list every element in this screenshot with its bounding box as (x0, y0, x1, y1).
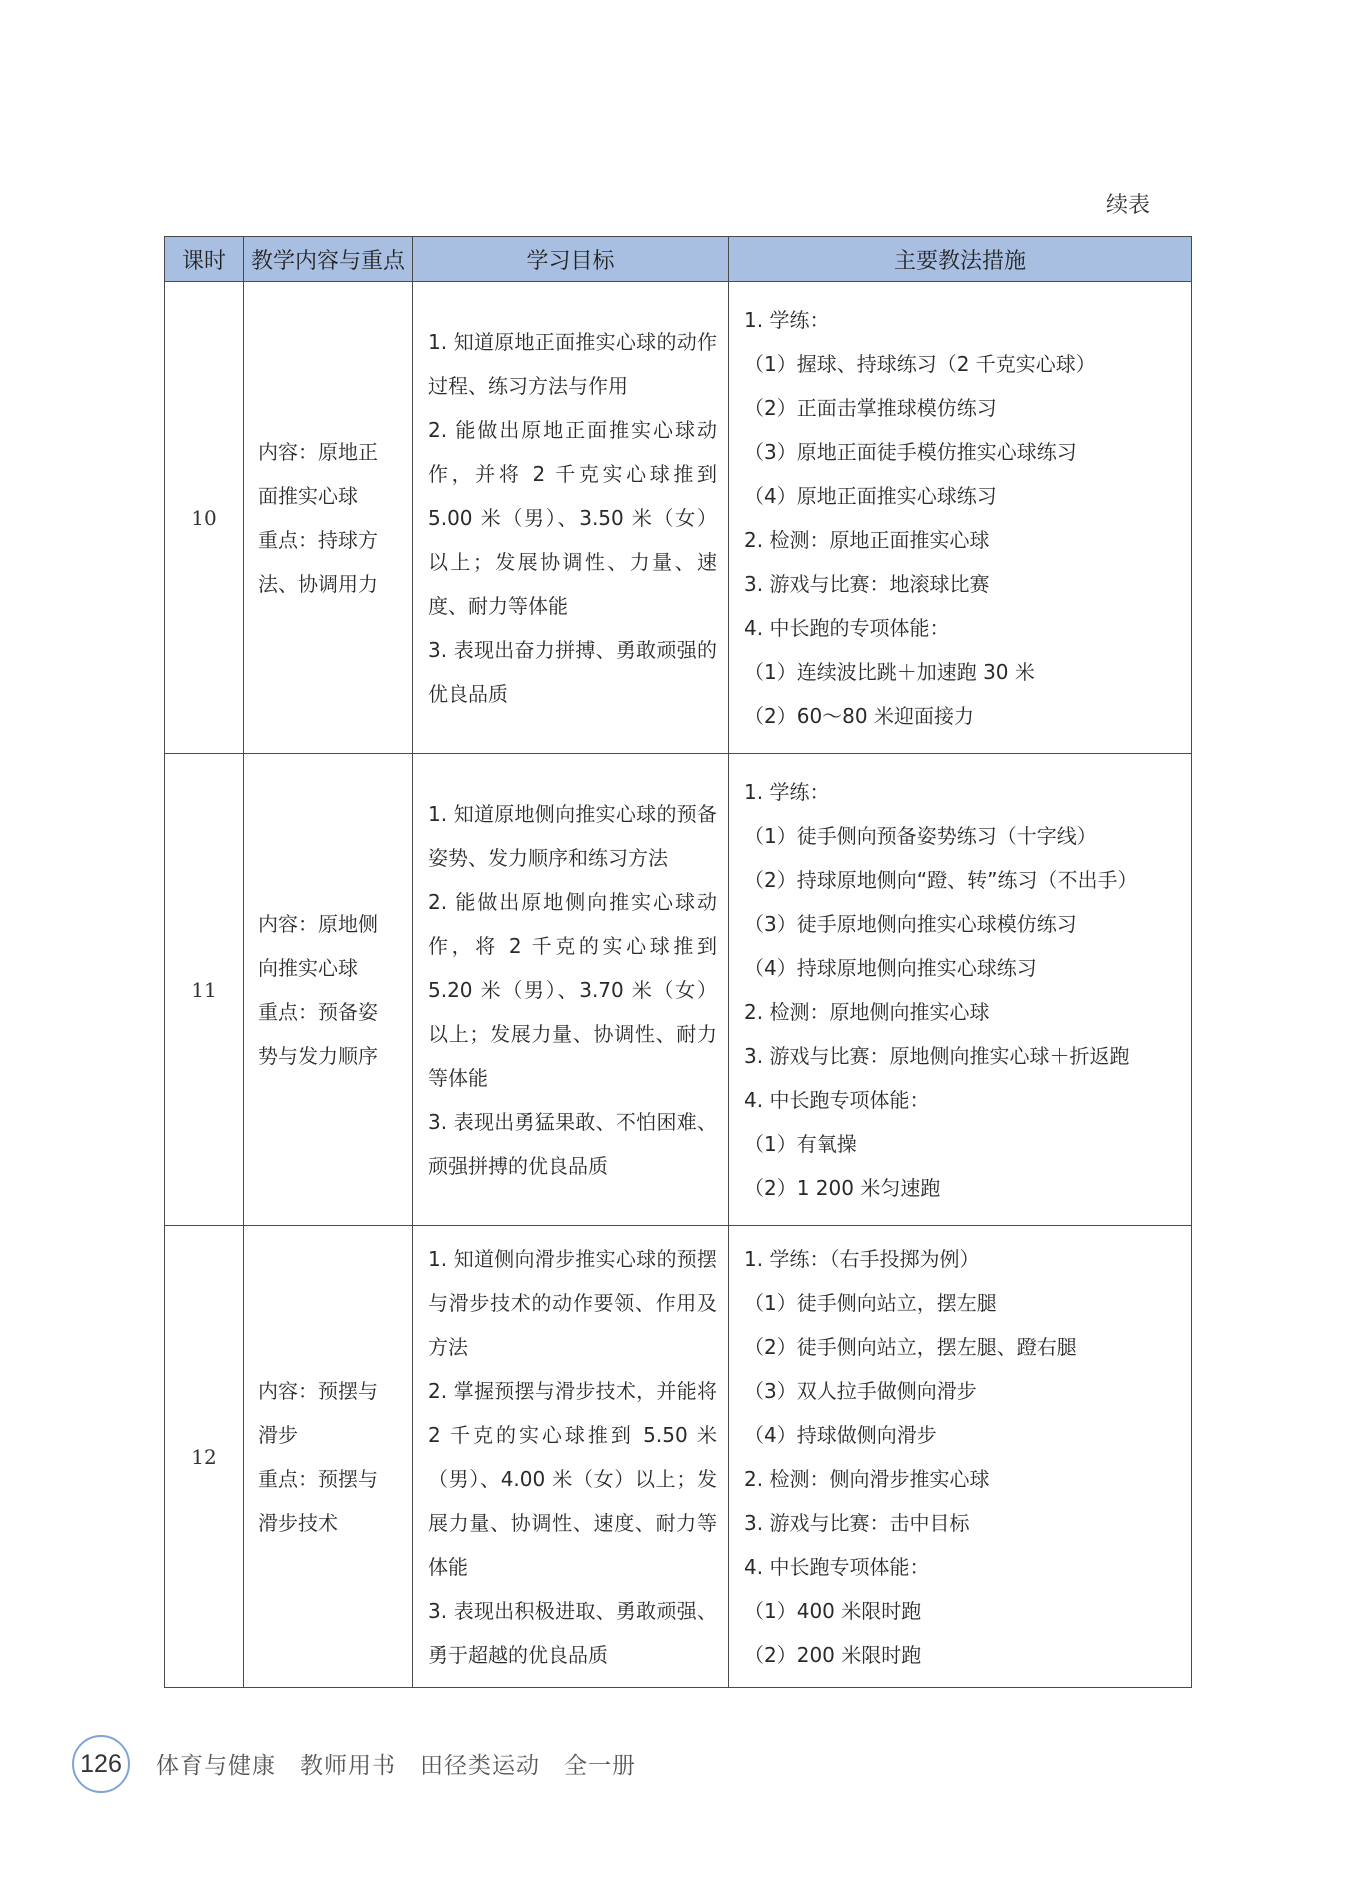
content-line: 滑步 (258, 1422, 298, 1447)
method-item: （2）持球原地侧向“蹬、转”练习（不出手） (744, 867, 1138, 892)
table-row (165, 754, 1192, 1226)
method-item: （2）1 200 米匀速跑 (744, 1175, 941, 1200)
page-number: 126 (72, 1735, 130, 1793)
book-title: 体育与健康 教师用书 田径类运动 全一册 (156, 1753, 636, 1779)
content-line: 重点：预摆与 (258, 1466, 378, 1491)
lesson-plan-table (164, 236, 1192, 1688)
header-methods: 主要教法措施 (729, 237, 1192, 282)
goal-item: 3. 表现出勇猛果敢、不怕困难、顽强拼搏的优良品质 (428, 1109, 717, 1178)
continued-label: 续表 (1106, 193, 1151, 218)
method-item: 2. 检测：原地侧向推实心球 (744, 999, 990, 1024)
method-item: （1）有氧操 (744, 1131, 857, 1156)
method-item: 2. 检测：侧向滑步推实心球 (744, 1466, 990, 1491)
content-line: 内容：原地侧 (258, 911, 378, 936)
method-item: 1. 学练：（右手投掷为例） (744, 1246, 980, 1271)
methods-cell (729, 282, 1192, 754)
method-item: 4. 中长跑专项体能： (744, 1087, 930, 1112)
goals-cell (413, 282, 729, 754)
goals-cell (413, 1226, 729, 1688)
lesson-number: 12 (165, 1226, 244, 1688)
content-line: 向推实心球 (258, 955, 358, 980)
goal-item: 1. 知道侧向滑步推实心球的预摆与滑步技术的动作要领、作用及方法 (428, 1246, 717, 1359)
method-item: 3. 游戏与比赛：地滚球比赛 (744, 571, 990, 596)
table-row (165, 1226, 1192, 1688)
method-item: 4. 中长跑专项体能： (744, 1554, 930, 1579)
lesson-number: 10 (165, 282, 244, 754)
method-item: 4. 中长跑的专项体能： (744, 615, 950, 640)
method-item: （1）连续波比跳＋加速跑 30 米 (744, 659, 1035, 684)
method-item: （4）原地正面推实心球练习 (744, 483, 997, 508)
method-item: （2）徒手侧向站立，摆左腿、蹬右腿 (744, 1334, 1077, 1359)
content-line: 滑步技术 (258, 1510, 338, 1535)
content-line: 内容：预摆与 (258, 1378, 378, 1403)
goal-item: 2. 能做出原地正面推实心球动作，并将 2 千克实心球推到 5.00 米（男）、3.50 米（女）以上；发展协调性、力量、速度、耐力等体能 (428, 417, 717, 618)
content-line: 重点：预备姿 (258, 999, 378, 1024)
methods-cell (729, 754, 1192, 1226)
content-line: 法、协调用力 (258, 571, 378, 596)
method-item: （2）200 米限时跑 (744, 1642, 922, 1667)
goal-item: 1. 知道原地侧向推实心球的预备姿势、发力顺序和练习方法 (428, 801, 717, 870)
content-cell (244, 1226, 413, 1688)
content-line: 势与发力顺序 (258, 1043, 378, 1068)
method-item: （4）持球做侧向滑步 (744, 1422, 937, 1447)
methods-cell (729, 1226, 1192, 1688)
goal-item: 2. 掌握预摆与滑步技术，并能将 2 千克的实心球推到 5.50 米（男）、4.00 米（女）以上；发展力量、协调性、速度、耐力等体能 (428, 1378, 717, 1579)
lesson-number: 11 (165, 754, 244, 1226)
method-item: （1）握球、持球练习（2 千克实心球） (744, 351, 1096, 376)
method-item: （3）原地正面徒手模仿推实心球练习 (744, 439, 1077, 464)
content-cell (244, 282, 413, 754)
method-item: （3）双人拉手做侧向滑步 (744, 1378, 977, 1403)
header-lesson: 课时 (165, 237, 244, 282)
content-line: 重点：持球方 (258, 527, 378, 552)
goal-item: 1. 知道原地正面推实心球的动作过程、练习方法与作用 (428, 329, 717, 398)
method-item: （2）正面击掌推球模仿练习 (744, 395, 997, 420)
content-cell (244, 754, 413, 1226)
content-line: 面推实心球 (258, 483, 358, 508)
method-item: （2）60～80 米迎面接力 (744, 703, 974, 728)
goal-item: 3. 表现出奋力拼搏、勇敢顽强的优良品质 (428, 637, 717, 706)
method-item: （3）徒手原地侧向推实心球模仿练习 (744, 911, 1077, 936)
goal-item: 2. 能做出原地侧向推实心球动作，将 2 千克的实心球推到 5.20 米（男）、3.70 米（女）以上；发展力量、协调性、耐力等体能 (428, 889, 717, 1090)
method-item: （1）徒手侧向预备姿势练习（十字线） (744, 823, 1097, 848)
goals-cell (413, 754, 729, 1226)
method-item: 3. 游戏与比赛：原地侧向推实心球＋折返跑 (744, 1043, 1130, 1068)
method-item: （1）徒手侧向站立，摆左腿 (744, 1290, 997, 1315)
table-header-row (165, 237, 1192, 282)
header-content: 教学内容与重点 (244, 237, 413, 282)
header-goals: 学习目标 (413, 237, 729, 282)
method-item: 1. 学练： (744, 779, 830, 804)
method-item: （1）400 米限时跑 (744, 1598, 922, 1623)
method-item: 3. 游戏与比赛：击中目标 (744, 1510, 970, 1535)
content-line: 内容：原地正 (258, 439, 378, 464)
method-item: 1. 学练： (744, 307, 830, 332)
table-row (165, 282, 1192, 754)
method-item: （4）持球原地侧向推实心球练习 (744, 955, 1037, 980)
method-item: 2. 检测：原地正面推实心球 (744, 527, 990, 552)
goal-item: 3. 表现出积极进取、勇敢顽强、勇于超越的优良品质 (428, 1598, 717, 1667)
